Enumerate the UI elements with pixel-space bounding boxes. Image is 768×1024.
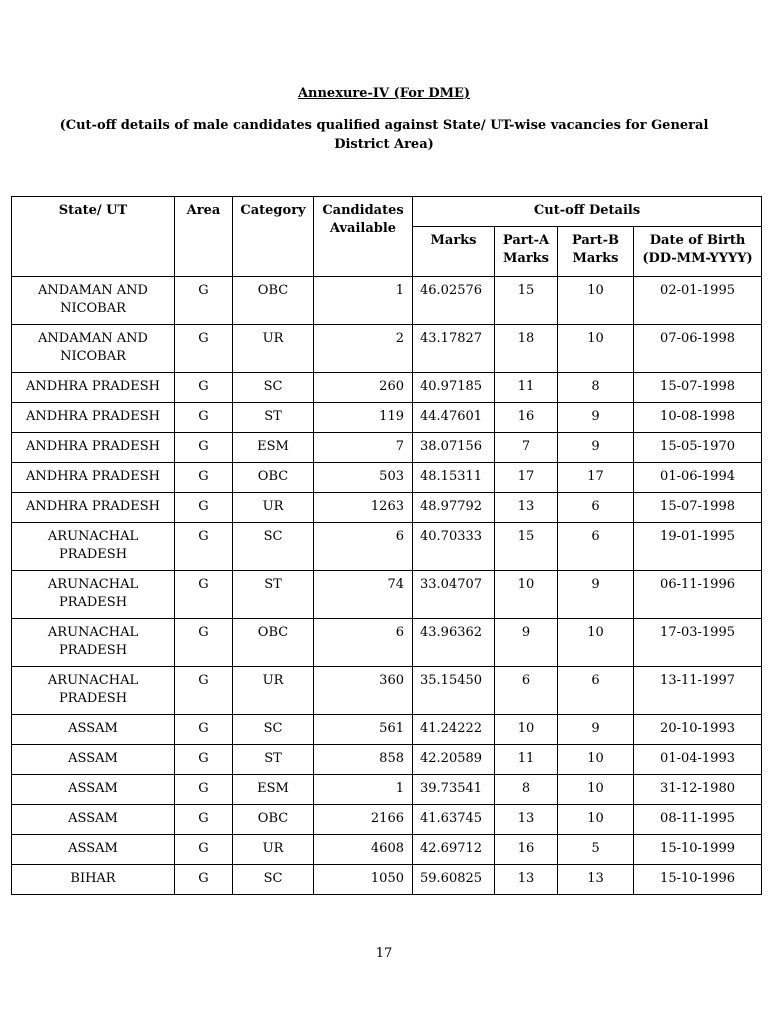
cell-category: SC xyxy=(233,715,314,745)
header-part-b: Part-B Marks xyxy=(558,227,634,277)
cell-area: G xyxy=(175,403,233,433)
cell-part-a: 10 xyxy=(495,571,558,619)
cell-category: ST xyxy=(233,745,314,775)
cell-dob: 31-12-1980 xyxy=(634,775,762,805)
table-row xyxy=(12,403,762,433)
cell-part-b: 10 xyxy=(558,325,634,373)
cell-area: G xyxy=(175,835,233,865)
cell-candidates: 74 xyxy=(314,571,413,619)
cell-marks: 44.47601 xyxy=(413,403,495,433)
cell-dob: 19-01-1995 xyxy=(634,523,762,571)
cell-marks: 46.02576 xyxy=(413,277,495,325)
cell-area: G xyxy=(175,463,233,493)
cell-dob: 20-10-1993 xyxy=(634,715,762,745)
cell-part-b: 10 xyxy=(558,745,634,775)
cell-dob: 15-07-1998 xyxy=(634,493,762,523)
table-row xyxy=(12,523,762,571)
table-row xyxy=(12,463,762,493)
cell-category: UR xyxy=(233,493,314,523)
cell-state: ANDAMAN AND NICOBAR xyxy=(12,277,175,325)
cell-part-a: 16 xyxy=(495,403,558,433)
cell-category: ST xyxy=(233,571,314,619)
cell-marks: 41.24222 xyxy=(413,715,495,745)
cell-marks: 39.73541 xyxy=(413,775,495,805)
cell-part-b: 10 xyxy=(558,775,634,805)
cell-candidates: 1050 xyxy=(314,865,413,895)
cell-candidates: 7 xyxy=(314,433,413,463)
cell-part-a: 13 xyxy=(495,805,558,835)
annexure-title: Annexure-IV (For DME) xyxy=(297,86,471,101)
table-body xyxy=(12,277,762,895)
header-cutoff-details: Cut-off Details xyxy=(413,197,762,227)
cell-category: SC xyxy=(233,865,314,895)
cell-candidates: 1 xyxy=(314,277,413,325)
header-category: Category xyxy=(233,197,314,277)
cell-candidates: 503 xyxy=(314,463,413,493)
cell-part-b: 6 xyxy=(558,667,634,715)
cell-part-b: 8 xyxy=(558,373,634,403)
cell-dob: 01-06-1994 xyxy=(634,463,762,493)
cell-dob: 07-06-1998 xyxy=(634,325,762,373)
cell-area: G xyxy=(175,325,233,373)
header-marks: Marks xyxy=(413,227,495,277)
table-row xyxy=(12,493,762,523)
cell-category: UR xyxy=(233,835,314,865)
header-part-a: Part-A Marks xyxy=(495,227,558,277)
table-row xyxy=(12,835,762,865)
table-row xyxy=(12,373,762,403)
cell-part-b: 9 xyxy=(558,571,634,619)
table-row xyxy=(12,277,762,325)
cell-area: G xyxy=(175,493,233,523)
cell-candidates: 360 xyxy=(314,667,413,715)
cell-area: G xyxy=(175,667,233,715)
cell-candidates: 1 xyxy=(314,775,413,805)
cell-state: ASSAM xyxy=(12,715,175,745)
table-row xyxy=(12,433,762,463)
cell-candidates: 260 xyxy=(314,373,413,403)
cell-state: ARUNACHAL PRADESH xyxy=(12,667,175,715)
cell-part-b: 5 xyxy=(558,835,634,865)
cell-part-b: 10 xyxy=(558,277,634,325)
cell-part-a: 13 xyxy=(495,493,558,523)
cell-state: ASSAM xyxy=(12,775,175,805)
cell-state: ASSAM xyxy=(12,835,175,865)
cell-state: ARUNACHAL PRADESH xyxy=(12,523,175,571)
table-row xyxy=(12,805,762,835)
cell-dob: 02-01-1995 xyxy=(634,277,762,325)
cell-marks: 42.69712 xyxy=(413,835,495,865)
cell-state: ANDHRA PRADESH xyxy=(12,463,175,493)
cell-part-a: 15 xyxy=(495,277,558,325)
cell-part-b: 10 xyxy=(558,805,634,835)
cell-candidates: 561 xyxy=(314,715,413,745)
cell-candidates: 4608 xyxy=(314,835,413,865)
cell-area: G xyxy=(175,805,233,835)
cell-dob: 08-11-1995 xyxy=(634,805,762,835)
cell-part-b: 6 xyxy=(558,493,634,523)
cell-marks: 40.70333 xyxy=(413,523,495,571)
cell-dob: 15-07-1998 xyxy=(634,373,762,403)
cell-marks: 43.17827 xyxy=(413,325,495,373)
cell-state: ANDAMAN AND NICOBAR xyxy=(12,325,175,373)
cell-state: ANDHRA PRADESH xyxy=(12,373,175,403)
cell-area: G xyxy=(175,865,233,895)
header-candidates: Candidates Available xyxy=(314,197,413,277)
table-row xyxy=(12,619,762,667)
cell-marks: 41.63745 xyxy=(413,805,495,835)
cell-part-a: 17 xyxy=(495,463,558,493)
page-number: 17 xyxy=(375,946,393,961)
table-row xyxy=(12,745,762,775)
cell-candidates: 1263 xyxy=(314,493,413,523)
cell-marks: 35.15450 xyxy=(413,667,495,715)
cell-candidates: 2 xyxy=(314,325,413,373)
cell-dob: 10-08-1998 xyxy=(634,403,762,433)
cell-area: G xyxy=(175,373,233,403)
cell-part-a: 10 xyxy=(495,715,558,745)
cell-part-a: 11 xyxy=(495,373,558,403)
header-dob: Date of Birth (DD-MM-YYYY) xyxy=(634,227,762,277)
annexure-subtitle: (Cut-off details of male candidates qualified against State/ UT-wise vacancies for General District Area) xyxy=(59,118,709,152)
cell-part-b: 6 xyxy=(558,523,634,571)
cell-dob: 06-11-1996 xyxy=(634,571,762,619)
cell-dob: 15-10-1996 xyxy=(634,865,762,895)
cell-area: G xyxy=(175,745,233,775)
cell-state: ASSAM xyxy=(12,805,175,835)
cell-part-a: 13 xyxy=(495,865,558,895)
cell-category: OBC xyxy=(233,463,314,493)
cell-marks: 40.97185 xyxy=(413,373,495,403)
cell-state: BIHAR xyxy=(12,865,175,895)
cell-marks: 43.96362 xyxy=(413,619,495,667)
cell-part-b: 9 xyxy=(558,433,634,463)
cell-marks: 59.60825 xyxy=(413,865,495,895)
cell-area: G xyxy=(175,433,233,463)
cell-dob: 17-03-1995 xyxy=(634,619,762,667)
cell-category: ESM xyxy=(233,433,314,463)
cell-marks: 38.07156 xyxy=(413,433,495,463)
cell-part-a: 6 xyxy=(495,667,558,715)
cell-part-a: 16 xyxy=(495,835,558,865)
cell-category: OBC xyxy=(233,619,314,667)
cell-part-a: 9 xyxy=(495,619,558,667)
cell-area: G xyxy=(175,571,233,619)
cell-marks: 48.97792 xyxy=(413,493,495,523)
cell-part-a: 11 xyxy=(495,745,558,775)
cell-area: G xyxy=(175,277,233,325)
cell-category: ESM xyxy=(233,775,314,805)
cell-marks: 42.20589 xyxy=(413,745,495,775)
cell-part-a: 15 xyxy=(495,523,558,571)
cell-state: ANDHRA PRADESH xyxy=(12,493,175,523)
cell-part-b: 10 xyxy=(558,619,634,667)
header-state: State/ UT xyxy=(12,197,175,277)
cell-part-b: 9 xyxy=(558,715,634,745)
cell-candidates: 119 xyxy=(314,403,413,433)
header-area: Area xyxy=(175,197,233,277)
cell-state: ANDHRA PRADESH xyxy=(12,403,175,433)
cell-dob: 01-04-1993 xyxy=(634,745,762,775)
cell-dob: 15-10-1999 xyxy=(634,835,762,865)
cell-category: SC xyxy=(233,373,314,403)
table-row xyxy=(12,715,762,745)
table-row xyxy=(12,325,762,373)
cell-area: G xyxy=(175,523,233,571)
cell-part-b: 9 xyxy=(558,403,634,433)
table-row xyxy=(12,775,762,805)
cell-category: UR xyxy=(233,667,314,715)
cell-dob: 15-05-1970 xyxy=(634,433,762,463)
cell-area: G xyxy=(175,619,233,667)
cell-category: ST xyxy=(233,403,314,433)
cell-category: SC xyxy=(233,523,314,571)
cell-candidates: 6 xyxy=(314,523,413,571)
cell-candidates: 858 xyxy=(314,745,413,775)
cell-state: ARUNACHAL PRADESH xyxy=(12,619,175,667)
cell-area: G xyxy=(175,775,233,805)
table-row xyxy=(12,571,762,619)
cell-marks: 33.04707 xyxy=(413,571,495,619)
cell-part-a: 8 xyxy=(495,775,558,805)
cell-state: ASSAM xyxy=(12,745,175,775)
cell-part-b: 17 xyxy=(558,463,634,493)
table-row xyxy=(12,865,762,895)
cell-state: ANDHRA PRADESH xyxy=(12,433,175,463)
cell-state: ARUNACHAL PRADESH xyxy=(12,571,175,619)
cell-part-a: 18 xyxy=(495,325,558,373)
cell-area: G xyxy=(175,715,233,745)
cell-candidates: 2166 xyxy=(314,805,413,835)
cutoff-table xyxy=(11,196,762,895)
cell-category: UR xyxy=(233,325,314,373)
cell-part-b: 13 xyxy=(558,865,634,895)
cell-candidates: 6 xyxy=(314,619,413,667)
cell-marks: 48.15311 xyxy=(413,463,495,493)
cell-category: OBC xyxy=(233,277,314,325)
cell-part-a: 7 xyxy=(495,433,558,463)
cell-dob: 13-11-1997 xyxy=(634,667,762,715)
cell-category: OBC xyxy=(233,805,314,835)
table-row xyxy=(12,667,762,715)
